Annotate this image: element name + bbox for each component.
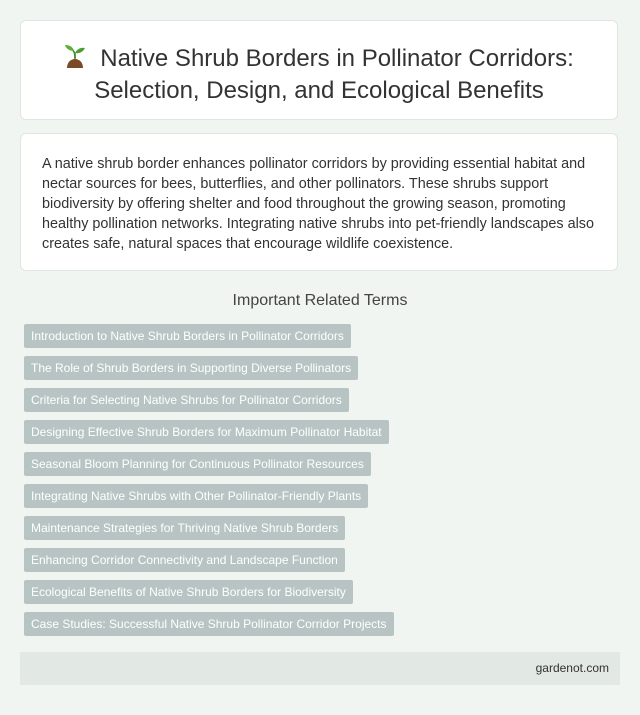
related-term-tag[interactable]: Seasonal Bloom Planning for Continuous Pollinator Resources [24,452,371,476]
related-term-tag[interactable]: Ecological Benefits of Native Shrub Borders for Biodiversity [24,580,353,604]
footer [20,652,620,685]
related-term-tag[interactable]: Criteria for Selecting Native Shrubs for Pollinator Corridors [24,388,349,412]
intro-paragraph: A native shrub border enhances pollinator corridors by providing essential habitat and nectar sources for bees, butterflies, and other pollinators. These shrubs support biodiversity by offering shelter and food throughout the growing season, promoting healthy pollination networks. Integrating native shrubs into pet-friendly landscapes also creates safe, natural spaces that encourage wildlife coexistence. [42,156,594,252]
related-terms-list [24,324,624,644]
related-term-tag[interactable]: Maintenance Strategies for Thriving Native Shrub Borders [24,516,345,540]
related-term-tag[interactable]: The Role of Shrub Borders in Supporting Diverse Pollinators [24,356,358,380]
page-title-text: Native Shrub Borders in Pollinator Corridors: Selection, Design, and Ecological Benefits [94,45,574,104]
related-terms-heading: Important Related Terms [232,292,408,309]
related-term-tag[interactable]: Enhancing Corridor Connectivity and Landscape Function [24,548,345,572]
seedling-icon [64,44,86,76]
related-term-tag[interactable]: Case Studies: Successful Native Shrub Pollinator Corridor Projects [24,612,394,636]
related-term-tag[interactable]: Designing Effective Shrub Borders for Maximum Pollinator Habitat [24,420,389,444]
intro-card [20,133,618,271]
page-title [21,44,617,106]
title-card [20,20,618,120]
footer-site-link[interactable]: gardenot.com [535,661,609,675]
related-term-tag[interactable]: Integrating Native Shrubs with Other Pollinator-Friendly Plants [24,484,368,508]
related-term-tag[interactable]: Introduction to Native Shrub Borders in Pollinator Corridors [24,324,351,348]
